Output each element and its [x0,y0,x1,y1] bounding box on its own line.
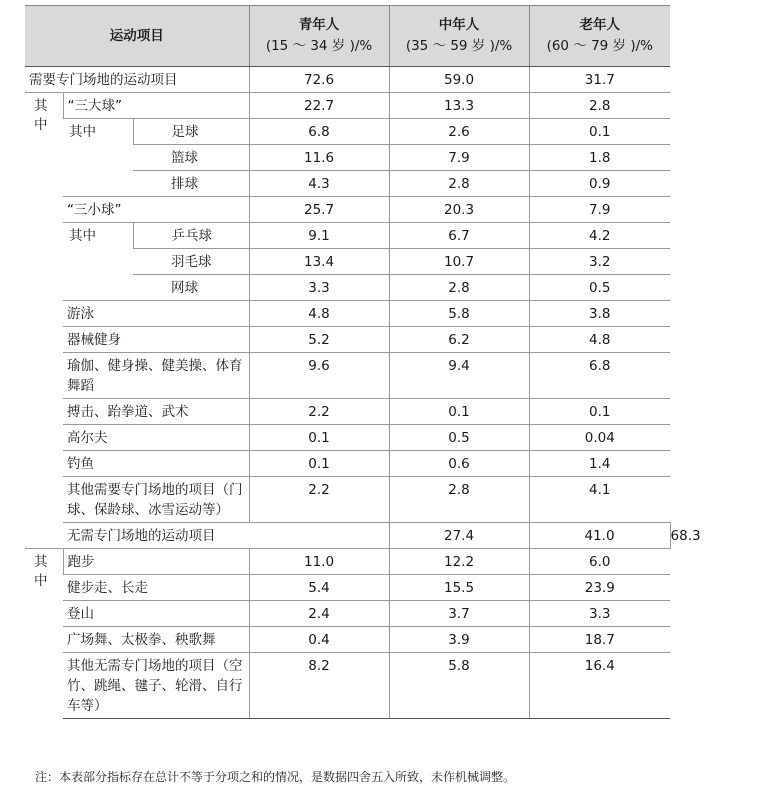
youth-value: 11.0 [249,549,389,575]
elder-value: 23.9 [529,575,670,601]
table-row [25,451,670,477]
row-label: 高尔夫 [63,425,249,451]
table-row [25,67,670,93]
youth-value: 6.8 [249,119,389,145]
elder-value: 1.8 [529,145,670,171]
row-label: 网球 [133,275,249,301]
side-label: 其中 [25,549,63,719]
youth-value: 3.3 [249,275,389,301]
youth-value: 0.4 [249,627,389,653]
middle-value: 5.8 [389,653,529,719]
row-label: 需要专门场地的运动项目 [25,67,249,93]
table-row [25,353,670,399]
middle-value: 3.9 [389,627,529,653]
youth-value: 0.1 [249,425,389,451]
youth-value: 11.6 [249,145,389,171]
table-row [25,425,670,451]
youth-value: 5.2 [249,327,389,353]
table-row [25,197,670,223]
row-label: 搏击、跆拳道、武术 [63,399,249,425]
elder-value: 6.0 [529,549,670,575]
youth-value: 2.4 [249,601,389,627]
elder-value: 4.1 [529,477,670,523]
youth-value: 9.1 [249,223,389,249]
middle-value: 5.8 [389,301,529,327]
elder-value: 1.4 [529,451,670,477]
youth-value: 0.1 [249,451,389,477]
sub-side-label: 其中 [63,119,133,197]
elder-value: 31.7 [529,67,670,93]
table-header-row [25,6,670,67]
row-label: 其他需要专门场地的项目（门球、保龄球、冰雪运动等） [63,477,249,523]
row-label: “三大球” [63,93,249,119]
youth-value: 5.4 [249,575,389,601]
youth-value: 22.7 [249,93,389,119]
elder-value: 2.8 [529,93,670,119]
middle-value: 59.0 [389,67,529,93]
youth-value: 8.2 [249,653,389,719]
elder-value: 18.7 [529,627,670,653]
middle-value: 9.4 [389,353,529,399]
middle-value: 0.1 [389,399,529,425]
youth-value: 4.3 [249,171,389,197]
header-middle: 中年人 (35 ～ 59 岁 )/% [389,6,529,67]
row-label: 健步走、长走 [63,575,249,601]
header-item: 运动项目 [25,6,249,67]
elder-value: 4.8 [529,327,670,353]
row-label: 广场舞、太极拳、秧歌舞 [63,627,249,653]
table-row [25,477,670,523]
middle-value: 7.9 [389,145,529,171]
elder-value: 0.9 [529,171,670,197]
elder-value: 16.4 [529,653,670,719]
youth-value: 25.7 [249,197,389,223]
row-label: 其他无需专门场地的项目（空竹、跳绳、毽子、轮滑、自行车等） [63,653,249,719]
middle-value: 2.8 [389,275,529,301]
youth-value: 27.4 [389,523,529,549]
elder-value: 3.2 [529,249,670,275]
elder-value: 3.8 [529,301,670,327]
table-row: 无需专门场地的运动项目 27.4 41.0 68.3 [25,523,670,549]
table-row [25,549,670,575]
table-row [25,301,670,327]
table-row [25,223,670,249]
middle-value: 10.7 [389,249,529,275]
table-row [25,575,670,601]
elder-value: 4.2 [529,223,670,249]
row-label: 瑜伽、健身操、健美操、体育舞蹈 [63,353,249,399]
middle-value: 0.6 [389,451,529,477]
table-row [25,93,670,119]
row-label: 排球 [133,171,249,197]
elder-value: 3.3 [529,601,670,627]
sub-side-label: 其中 [63,223,133,301]
sports-participation-table [25,5,701,719]
row-label: 器械健身 [63,327,249,353]
middle-value: 0.5 [389,425,529,451]
row-label: 登山 [63,601,249,627]
row-label: 跑步 [63,549,249,575]
middle-value: 12.2 [389,549,529,575]
table-row [25,399,670,425]
youth-value: 4.8 [249,301,389,327]
row-label: 羽毛球 [133,249,249,275]
middle-value: 6.7 [389,223,529,249]
middle-value: 6.2 [389,327,529,353]
youth-value: 9.6 [249,353,389,399]
header-elder: 老年人 (60 ～ 79 岁 )/% [529,6,670,67]
row-label: 钓鱼 [63,451,249,477]
header-youth: 青年人 (15 ～ 34 岁 )/% [249,6,389,67]
middle-value: 2.8 [389,477,529,523]
row-label: 游泳 [63,301,249,327]
row-label: 无需专门场地的运动项目 [63,523,389,549]
side-label: 其中 [25,93,63,549]
elder-value: 7.9 [529,197,670,223]
elder-value: 6.8 [529,353,670,399]
elder-value: 0.5 [529,275,670,301]
youth-value: 13.4 [249,249,389,275]
table-row [25,653,670,719]
middle-value: 41.0 [529,523,670,549]
row-label: 乒乓球 [133,223,249,249]
middle-value: 2.6 [389,119,529,145]
row-label: 篮球 [133,145,249,171]
middle-value: 20.3 [389,197,529,223]
table-footnote: 注：本表部分指标存在总计不等于分项之和的情况，是数据四舍五入所致，未作机械调整。 [35,770,516,784]
row-label: 足球 [133,119,249,145]
elder-value: 0.1 [529,399,670,425]
middle-value: 15.5 [389,575,529,601]
table-row [25,601,670,627]
youth-value: 2.2 [249,399,389,425]
middle-value: 2.8 [389,171,529,197]
youth-value: 2.2 [249,477,389,523]
table-row [25,119,670,145]
elder-value: 0.04 [529,425,670,451]
table-row [25,327,670,353]
middle-value: 3.7 [389,601,529,627]
table-row [25,627,670,653]
youth-value: 72.6 [249,67,389,93]
middle-value: 13.3 [389,93,529,119]
elder-value: 0.1 [529,119,670,145]
row-label: “三小球” [63,197,249,223]
